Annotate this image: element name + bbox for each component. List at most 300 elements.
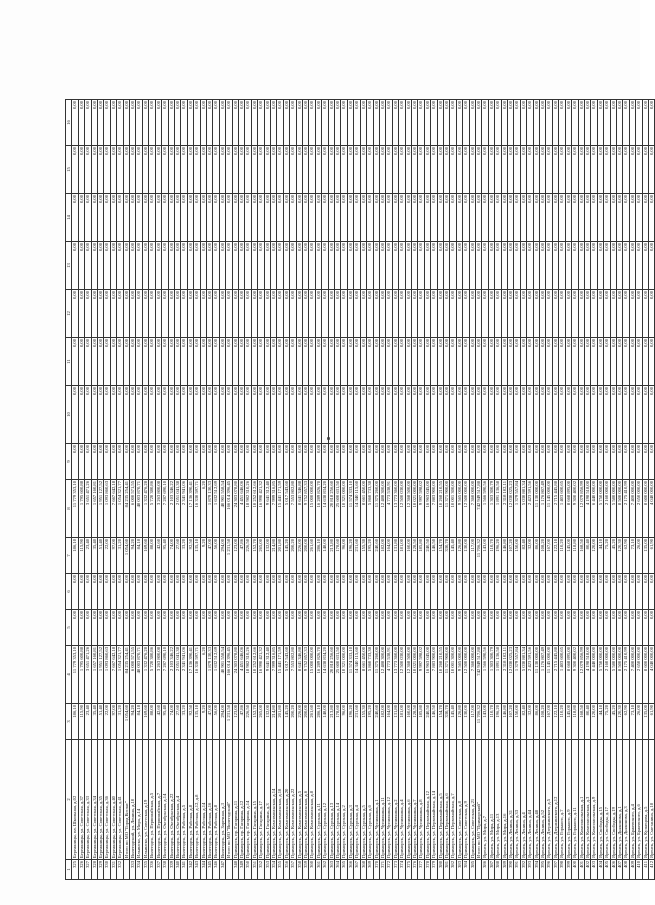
value-cell: 131,80 [392, 538, 398, 574]
value-cell: 0,00 [72, 610, 78, 646]
value-cell: 5 860 733,38 [367, 480, 373, 538]
value-cell: 146,80 [501, 538, 507, 574]
value-cell: 0,00 [354, 444, 360, 480]
value-cell: 150,00 [514, 704, 520, 740]
address-cell: Вилегодск, ул. Октябрьская, д.14 [162, 740, 168, 860]
value-cell: 0,00 [360, 338, 366, 386]
value-cell: 0,00 [616, 194, 622, 242]
address-cell: Яренск, ул. Бржевского, д.6 [636, 740, 642, 860]
value-cell: 0,00 [636, 100, 642, 146]
value-cell: 27,60 [174, 704, 180, 740]
value-cell: 48 003 870,71 [136, 646, 142, 704]
value-cell: 0,00 [91, 610, 97, 646]
value-cell: 0,00 [290, 610, 296, 646]
value-cell: 0,00 [437, 610, 443, 646]
value-cell: 0,00 [386, 146, 392, 194]
value-cell: 0,00 [360, 290, 366, 338]
value-cell: 0,00 [437, 290, 443, 338]
value-cell: 396 [546, 860, 552, 880]
value-cell: 286,10 [315, 538, 321, 574]
value-cell: 0,00 [540, 146, 546, 194]
value-cell: 178,60 [335, 538, 341, 574]
value-cell: 0,00 [540, 610, 546, 646]
value-cell: 1 657 160,81 [91, 646, 97, 704]
value-cell: 33,20 [181, 538, 187, 574]
value-cell: 329 [98, 860, 104, 880]
value-cell: 13 773 360,00 [392, 480, 398, 538]
value-cell: 0,00 [98, 386, 104, 444]
value-cell: 0,00 [373, 100, 379, 146]
value-cell: 345 [206, 860, 212, 880]
value-cell: 182,00 [379, 538, 385, 574]
value-cell: 108,20 [540, 538, 546, 574]
value-cell: 0,00 [527, 242, 533, 290]
value-cell: 0,00 [194, 100, 200, 146]
value-cell: 0,00 [174, 574, 180, 610]
value-cell: 0,00 [578, 146, 584, 194]
value-cell: 2 175 410,99 [623, 646, 629, 704]
value-cell: 0,00 [616, 610, 622, 646]
value-cell: 0,00 [194, 146, 200, 194]
value-cell: 0,00 [136, 146, 142, 194]
value-cell: 0,00 [443, 194, 449, 242]
value-cell: 0,00 [194, 338, 200, 386]
value-cell: 0,00 [488, 574, 494, 610]
value-cell: 5 030 881,34 [520, 646, 526, 704]
value-cell: 146,50 [431, 538, 437, 574]
value-cell: 0,00 [226, 574, 232, 610]
value-cell: 0,00 [546, 444, 552, 480]
value-cell: 0,00 [354, 386, 360, 444]
value-cell: 0,00 [136, 194, 142, 242]
value-cell: 742 949 517,88 [476, 480, 482, 538]
value-cell: 0,00 [174, 386, 180, 444]
value-cell: 0,00 [341, 574, 347, 610]
value-cell: 0,00 [392, 574, 398, 610]
value-cell: 0,00 [648, 338, 654, 386]
value-cell: 0,00 [187, 290, 193, 338]
value-cell: 88,00 [149, 704, 155, 740]
value-cell: 6 000 571,55 [130, 646, 136, 704]
value-cell: 0,00 [91, 386, 97, 444]
address-cell: Бережницы, ул. Советская, д.40 [110, 740, 116, 860]
value-cell: 9 565 000,00 [456, 646, 462, 704]
value-cell: 0,00 [418, 386, 424, 444]
value-cell: 164,00 [386, 538, 392, 574]
value-cell: 86,00 [533, 704, 539, 740]
value-cell: 4 040 000,00 [648, 480, 654, 538]
value-cell: 0,00 [584, 100, 590, 146]
value-cell: 0,00 [123, 444, 129, 480]
value-cell: 0,00 [482, 610, 488, 646]
value-cell: 31,20 [117, 704, 123, 740]
value-cell: 0,00 [219, 338, 225, 386]
value-cell: 33,20 [181, 704, 187, 740]
address-cell: Вилегодск, ул. Рабочая, д.8 [213, 740, 219, 860]
value-cell: 0,00 [616, 444, 622, 480]
value-cell: 12 368 500,00 [405, 480, 411, 538]
value-cell: 0,00 [648, 290, 654, 338]
value-cell: 0,00 [482, 444, 488, 480]
address-cell: Яренск, ул. Сметанина, д.18 [648, 740, 654, 860]
value-cell: 84,18 [136, 538, 142, 574]
value-cell: 394 [533, 860, 539, 880]
address-cell: Приморск, ул. Комсомольская, д.14 [271, 740, 277, 860]
value-cell: 0,00 [347, 444, 353, 480]
value-cell: 0,00 [597, 338, 603, 386]
value-cell: 0,00 [315, 444, 321, 480]
address-cell: Яренск, ул. Ленина, д.33 [514, 740, 520, 860]
address-cell: Вилегодск, ул. Рабочая, д.16 [206, 740, 212, 860]
value-cell: 0,00 [155, 242, 161, 290]
value-cell: 5 750 000,00 [597, 480, 603, 538]
value-cell: 0,00 [245, 146, 251, 194]
value-cell: 0,00 [469, 146, 475, 194]
value-cell: 0,00 [232, 574, 238, 610]
value-cell: 0,00 [629, 610, 635, 646]
value-cell: 0,00 [443, 338, 449, 386]
value-cell: 154,70 [437, 538, 443, 574]
value-cell: 0,00 [476, 444, 482, 480]
value-cell: 0,00 [232, 290, 238, 338]
value-cell: 406 [610, 860, 616, 880]
value-cell: 231,60 [354, 538, 360, 574]
address-cell: Итого по МО "Вилегодский" [226, 740, 232, 860]
value-cell: 12 500 000,00 [463, 646, 469, 704]
value-cell: 0,00 [578, 290, 584, 338]
value-cell: 7 883 900,00 [431, 646, 437, 704]
value-cell: 11 145 000,00 [546, 480, 552, 538]
value-cell: 2 160 000,00 [604, 480, 610, 538]
value-cell: 0,00 [98, 100, 104, 146]
value-cell: 214,80 [271, 538, 277, 574]
address-cell: Яренск, ул. Свободы, д.19 [610, 740, 616, 860]
value-cell: 47,86 [238, 704, 244, 740]
value-cell: 0,00 [546, 100, 552, 146]
value-cell: 1 332 476,28 [142, 646, 148, 704]
value-cell: 0,00 [232, 386, 238, 444]
value-cell: 0,00 [373, 610, 379, 646]
value-cell: 0,00 [431, 574, 437, 610]
value-cell: 0,00 [463, 194, 469, 242]
value-cell: 115,90 [78, 538, 84, 574]
value-cell: 0,00 [629, 100, 635, 146]
value-cell: 0,00 [424, 194, 430, 242]
value-cell: 0,00 [213, 194, 219, 242]
address-cell: Приморск, ул. Комсомольская, д.18 [277, 740, 283, 860]
value-cell: 0,00 [572, 386, 578, 444]
value-cell: 123,00 [232, 704, 238, 740]
value-cell: 0,00 [200, 610, 206, 646]
value-cell: 0,00 [303, 290, 309, 338]
value-cell: 12 030 025,23 [508, 480, 514, 538]
value-cell: 0,00 [309, 574, 315, 610]
address-cell: Приморск, пр. Гагарина, д.12 [238, 740, 244, 860]
value-cell: 363 [328, 860, 334, 880]
value-cell: 379 [431, 860, 437, 880]
value-cell: 0,00 [642, 242, 648, 290]
value-cell: 0,00 [636, 194, 642, 242]
value-cell: 0,00 [104, 610, 110, 646]
value-cell: 0,00 [469, 290, 475, 338]
value-cell: 0,00 [181, 444, 187, 480]
value-cell: 195,20 [367, 704, 373, 740]
value-cell: 0,00 [597, 386, 603, 444]
value-cell: 383 [456, 860, 462, 880]
value-cell: 0,00 [386, 386, 392, 444]
value-cell: 75,20 [604, 538, 610, 574]
value-cell: 0,00 [411, 194, 417, 242]
value-cell: 0,00 [136, 338, 142, 386]
value-cell: 18 982 310,26 [245, 480, 251, 538]
value-cell: 7 553 802,80 [290, 480, 296, 538]
value-cell: 0,00 [130, 386, 136, 444]
value-cell: 0,00 [245, 242, 251, 290]
value-cell: 0,00 [251, 290, 257, 338]
value-cell: 0,00 [578, 100, 584, 146]
value-cell: 94,20 [130, 704, 136, 740]
value-cell: 0,00 [629, 290, 635, 338]
value-cell: 0,00 [616, 100, 622, 146]
value-cell: 0,00 [168, 146, 174, 194]
value-cell: 0,00 [379, 574, 385, 610]
value-cell: 391 [514, 860, 520, 880]
address-cell: Приморск, ул. Сурская, д.4 [354, 740, 360, 860]
value-cell: 0,00 [72, 444, 78, 480]
value-cell: 10 268 210,55 [437, 480, 443, 538]
column-header: 15 [66, 146, 72, 194]
value-cell: 0,00 [341, 100, 347, 146]
value-cell: 4 451 646,06 [238, 480, 244, 538]
value-cell: 0,00 [648, 574, 654, 610]
value-cell: 0,00 [98, 242, 104, 290]
value-cell: 0,00 [514, 574, 520, 610]
value-cell: 0,00 [546, 242, 552, 290]
value-cell: 0,00 [559, 444, 565, 480]
value-cell: 0,00 [206, 290, 212, 338]
value-cell: 26,00 [636, 538, 642, 574]
value-cell: 0,00 [187, 444, 193, 480]
value-cell: 0,00 [226, 242, 232, 290]
value-cell: 18 982 310,26 [245, 646, 251, 704]
value-cell: 359 [303, 860, 309, 880]
value-cell: 182,00 [379, 704, 385, 740]
value-cell: 374 [399, 860, 405, 880]
value-cell: 0,00 [604, 338, 610, 386]
value-cell: 0,00 [155, 290, 161, 338]
value-cell: 0,00 [303, 610, 309, 646]
value-cell: 0,00 [168, 610, 174, 646]
value-cell: 0,00 [572, 242, 578, 290]
value-cell: 107,20 [508, 704, 514, 740]
value-cell: 0,00 [552, 100, 558, 146]
value-cell: 0,00 [636, 242, 642, 290]
value-cell: 0,00 [443, 386, 449, 444]
address-cell: Яренск, ул. Мира, д.11 [488, 740, 494, 860]
value-cell: 344 [200, 860, 206, 880]
value-cell: 0,00 [271, 100, 277, 146]
value-cell: 6,20 [200, 480, 206, 538]
value-cell: 403 [591, 860, 597, 880]
value-cell: 0,00 [373, 338, 379, 386]
value-cell: 0,00 [238, 386, 244, 444]
address-cell: Яренск, ул. Дзержинского, д.12 [552, 740, 558, 860]
value-cell: 4 040 000,00 [648, 646, 654, 704]
value-cell: 0,00 [335, 386, 341, 444]
value-cell: 0,00 [559, 574, 565, 610]
value-cell: 0,00 [501, 100, 507, 146]
value-cell: 1 566 590,56 [482, 480, 488, 538]
value-cell: 0,00 [136, 290, 142, 338]
value-cell: 0,00 [584, 610, 590, 646]
value-cell: 0,00 [168, 574, 174, 610]
value-cell: 0,00 [424, 100, 430, 146]
value-cell: 0,00 [110, 100, 116, 146]
value-cell: 0,00 [226, 194, 232, 242]
value-cell: 0,00 [296, 100, 302, 146]
value-cell: 0,00 [219, 610, 225, 646]
value-cell: 24 303 078,80 [232, 646, 238, 704]
value-cell: 1 303 300,79 [488, 646, 494, 704]
value-cell: 0,00 [456, 338, 462, 386]
value-cell: 0,00 [277, 574, 283, 610]
value-cell: 395 [540, 860, 546, 880]
value-cell: 0,00 [226, 290, 232, 338]
value-cell: 11 371 900,00 [443, 646, 449, 704]
value-cell: 0,00 [540, 290, 546, 338]
value-cell: 0,00 [411, 610, 417, 646]
value-cell: 0,00 [328, 242, 334, 290]
value-cell: 0,00 [501, 194, 507, 242]
value-cell: 0,00 [258, 290, 264, 338]
value-cell: 0,00 [636, 338, 642, 386]
value-cell: 1 879 130,33 [206, 646, 212, 704]
value-cell: 40 901 558,54 [219, 480, 225, 538]
value-cell: 0,00 [367, 338, 373, 386]
value-cell: 0,00 [130, 574, 136, 610]
value-cell: 8 668 895,00 [565, 646, 571, 704]
value-cell: 0,00 [540, 386, 546, 444]
value-cell: 130,00 [463, 704, 469, 740]
value-cell: 178,60 [335, 704, 341, 740]
value-cell: 0,00 [354, 194, 360, 242]
value-cell: 0,00 [508, 610, 514, 646]
value-cell: 0,00 [456, 146, 462, 194]
value-cell: 0,00 [584, 242, 590, 290]
value-cell: 14 638 834,20 [322, 480, 328, 538]
value-cell: 123,00 [232, 538, 238, 574]
value-cell: 196,20 [495, 538, 501, 574]
value-cell: 0,00 [98, 194, 104, 242]
address-cell: Приморск, ул. Гагарина, д.15 [251, 740, 257, 860]
value-cell: 0,00 [546, 338, 552, 386]
value-cell: 0,00 [162, 338, 168, 386]
value-cell: 0,00 [431, 146, 437, 194]
value-cell: 0,00 [309, 386, 315, 444]
value-cell: 73,10 [629, 538, 635, 574]
value-cell: 14 340 115,60 [354, 646, 360, 704]
value-cell: 0,00 [354, 242, 360, 290]
value-cell: 0,00 [72, 194, 78, 242]
value-cell: 0,00 [200, 290, 206, 338]
value-cell: 0,00 [456, 290, 462, 338]
value-cell: 0,00 [572, 194, 578, 242]
value-cell: 74,00 [168, 704, 174, 740]
value-cell: 0,00 [110, 290, 116, 338]
value-cell: 0,00 [642, 386, 648, 444]
value-cell: 0,00 [206, 574, 212, 610]
value-cell: 0,00 [142, 386, 148, 444]
address-cell: Вилегодск, ул. Первомайская, д.5 [149, 740, 155, 860]
value-cell: 0,00 [424, 290, 430, 338]
value-cell: 51,40 [98, 704, 104, 740]
value-cell: 35,40 [91, 538, 97, 574]
value-cell: 0,00 [315, 194, 321, 242]
value-cell: 0,00 [168, 194, 174, 242]
value-cell: 348 [232, 860, 238, 880]
value-cell: 0,00 [546, 574, 552, 610]
value-cell: 0,00 [117, 574, 123, 610]
value-cell: 0,00 [399, 574, 405, 610]
value-cell: 0,00 [443, 574, 449, 610]
value-cell: 0,00 [341, 146, 347, 194]
value-cell: 0,00 [219, 146, 225, 194]
value-cell: 0,00 [514, 444, 520, 480]
value-cell: 27,60 [174, 538, 180, 574]
value-cell: 0,00 [238, 574, 244, 610]
value-cell: 0,00 [91, 100, 97, 146]
value-cell: 0,00 [584, 444, 590, 480]
value-cell: 0,00 [187, 146, 193, 194]
value-cell: 0,00 [642, 290, 648, 338]
value-cell: 0,00 [578, 574, 584, 610]
value-cell: 330 [104, 860, 110, 880]
address-cell: Приморск, ул. Сурская, д.12 [322, 740, 328, 860]
value-cell: 387 [488, 860, 494, 880]
value-cell: 0,00 [584, 146, 590, 194]
data-table [65, 99, 655, 880]
value-cell: 0,00 [206, 100, 212, 146]
value-cell: 0,00 [251, 194, 257, 242]
value-cell: 12 500 000,00 [463, 480, 469, 538]
address-cell: Яренск, ул. Мира, д.7 [482, 740, 488, 860]
value-cell: 0,00 [91, 290, 97, 338]
value-cell: 0,00 [136, 610, 142, 646]
value-cell: 0,00 [341, 610, 347, 646]
value-cell: 0,00 [527, 194, 533, 242]
value-cell: 1 054,60 [123, 704, 129, 740]
value-cell: 0,00 [418, 444, 424, 480]
value-cell: 16 289 826,70 [315, 480, 321, 538]
value-cell: 0,00 [162, 574, 168, 610]
address-cell: Бережницы, ул. Советская, д.35 [98, 740, 104, 860]
value-cell: 1 379 557,84 [514, 646, 520, 704]
table-body [72, 100, 655, 880]
value-cell: 0,00 [379, 194, 385, 242]
value-cell: 200,00 [303, 704, 309, 740]
value-cell: 0,00 [540, 338, 546, 386]
value-cell: 152,70 [251, 538, 257, 574]
value-cell: 0,00 [315, 338, 321, 386]
value-cell: 0,00 [559, 146, 565, 194]
value-cell: 0,00 [411, 146, 417, 194]
value-cell: 42,60 [155, 538, 161, 574]
value-cell: 0,00 [533, 290, 539, 338]
value-cell: 2 423 591,56 [527, 646, 533, 704]
value-cell: 0,00 [258, 146, 264, 194]
address-cell: Приморск, ул. Первомайская, д.12 [424, 740, 430, 860]
value-cell: 6 440 000,00 [591, 646, 597, 704]
